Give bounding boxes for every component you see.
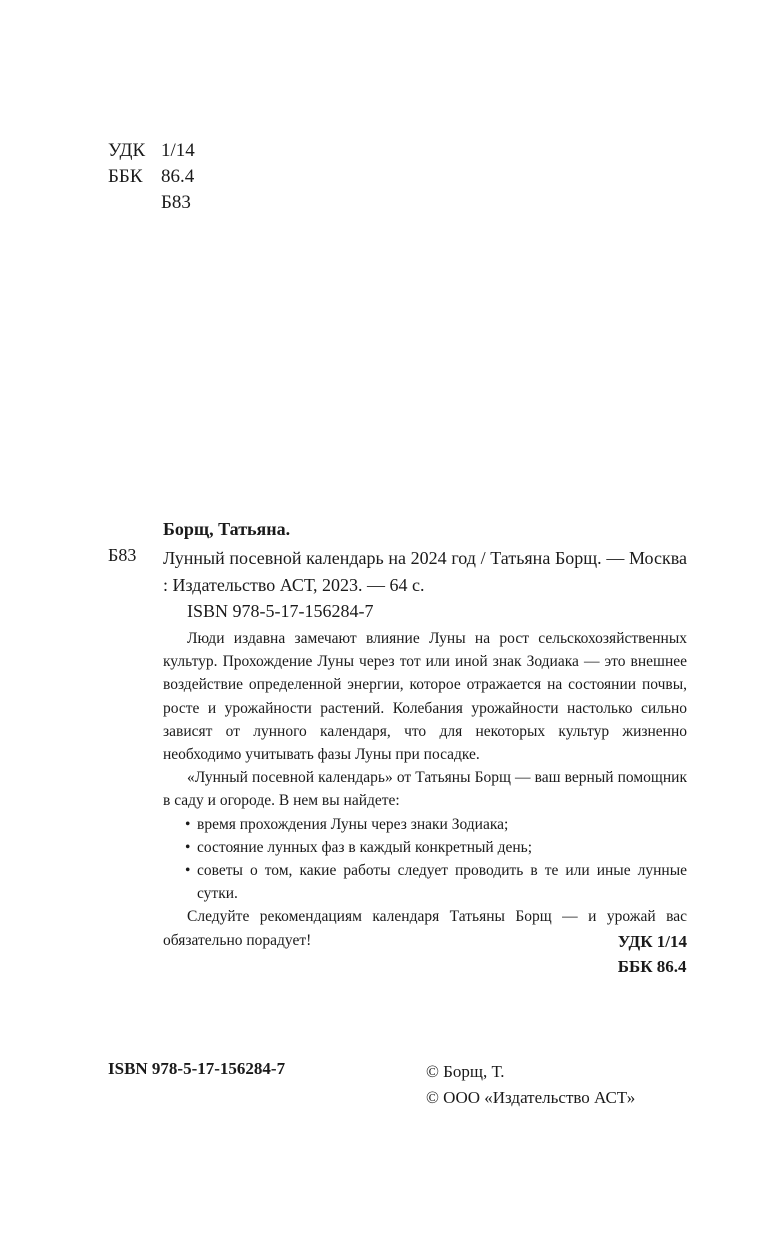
bullet-icon: • xyxy=(185,838,191,856)
udk-value: 1/14 xyxy=(161,140,195,161)
codes-right-udk: УДК 1/14 xyxy=(617,932,687,951)
annotation-paragraph-3: Следуйте рекомендациям календаря Татьяны Борщ — и урожай вас обязательно порадует! xyxy=(163,908,687,949)
shelf-mark: Б83 xyxy=(108,545,137,565)
copyright-block xyxy=(426,1059,635,1111)
bullet-text: состояние лунных фаз в каждый конкретный день; xyxy=(197,838,533,856)
author-heading: Борщ, Татьяна. xyxy=(163,519,291,539)
annotation-bullet xyxy=(163,836,687,859)
annotation-paragraph-1: Люди издавна замечают влияние Луны на рост сельскохозяйственных культур. Прохождение Луны через тот или иной знак Зодиака — это внешнее воздействие определенной энергии, которое отражается на состоянии почвы, росте и урожайности растений. Колебания урожайности настолько сильно зависят от лунного календаря, что для некоторых культур жизненно необходимо учитывать фазы Луны при посадке. xyxy=(163,630,687,764)
bullet-text: время прохождения Луны через знаки Зодиака; xyxy=(197,815,509,833)
bbk-value: 86.4 xyxy=(161,166,195,187)
codes-right xyxy=(618,929,687,979)
bbk-row xyxy=(108,163,194,191)
bullet-icon: • xyxy=(185,862,191,880)
udk-label: УДК xyxy=(108,140,146,161)
author-mark: Б83 xyxy=(161,192,191,213)
annotation-paragraph-2: «Лунный посевной календарь» от Татьяны Борщ — ваш верный помощник в саду и огороде. В нем вы найдете: xyxy=(163,769,687,810)
annotation-bullet xyxy=(163,813,687,836)
record-isbn: ISBN 978-5-17-156284-7 xyxy=(187,601,374,621)
copyright-author: © Борщ, Т. xyxy=(426,1062,505,1081)
annotation-bullet xyxy=(163,859,687,905)
bbk-label: ББК xyxy=(108,166,143,187)
codes-right-bbk: ББК 86.4 xyxy=(617,957,687,976)
title-statement: Лунный посевной календарь на 2024 год / Татьяна Борщ. — Москва : Издательство АСТ, 2023. — 64 с. xyxy=(163,548,687,595)
bullet-icon: • xyxy=(185,815,191,833)
footer-isbn: ISBN 978-5-17-156284-7 xyxy=(108,1059,286,1078)
udk-row xyxy=(108,137,195,165)
copyright-publisher: © ООО «Издательство АСТ» xyxy=(426,1088,636,1107)
annotation xyxy=(163,627,687,952)
bullet-text: советы о том, какие работы следует проводить в те или иные лунные сутки. xyxy=(197,862,687,903)
